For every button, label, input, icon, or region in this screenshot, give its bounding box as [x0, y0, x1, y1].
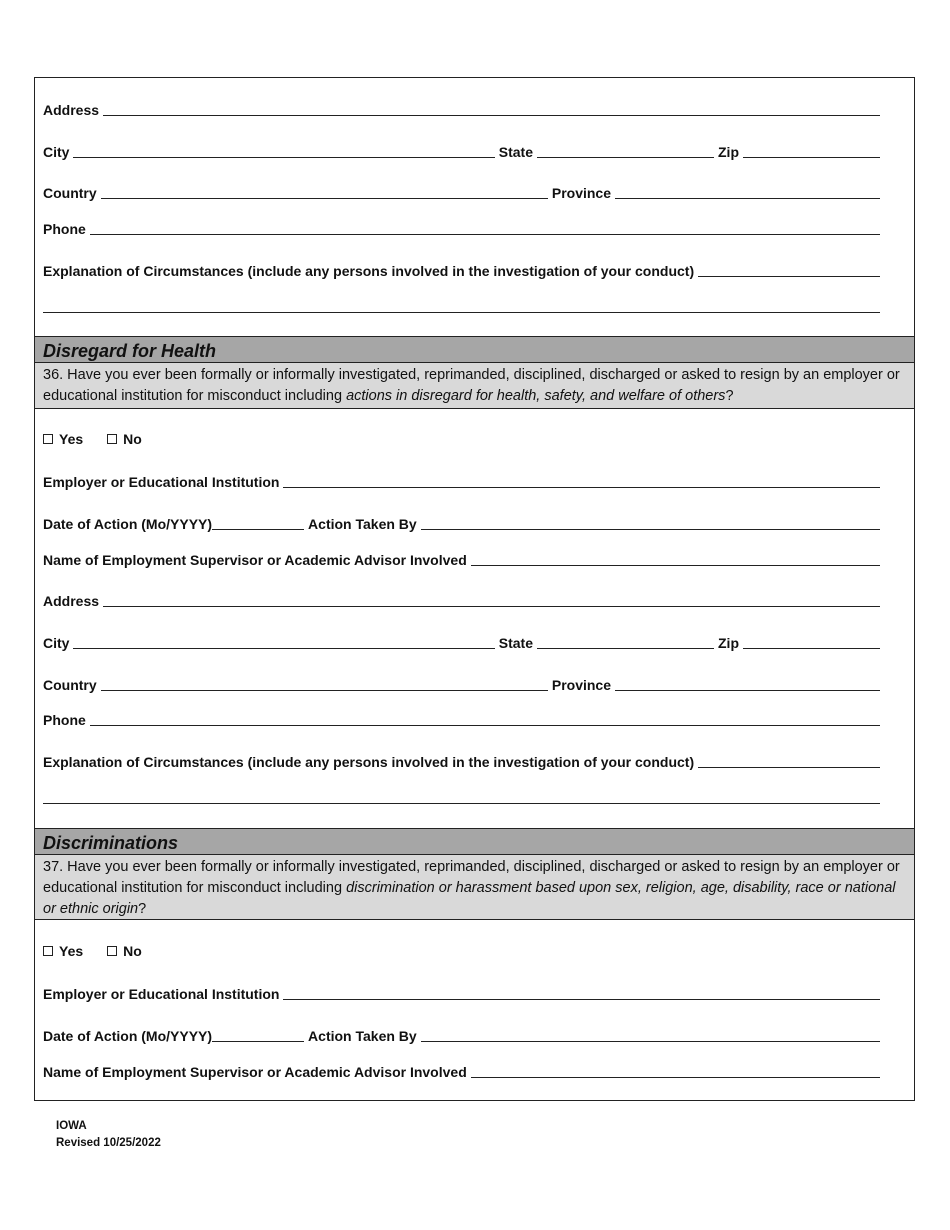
city-state-zip-row-36	[43, 631, 880, 651]
employer-label: Employer or Educational Institution	[43, 986, 280, 1002]
employer-row-37	[43, 982, 880, 1002]
question-37-text: 37. Have you ever been formally or informally investigated, reprimanded, disciplined, discharged or asked to resign by an employer or educational institution for misconduct including	[43, 859, 900, 896]
yes-label: Yes	[59, 943, 84, 959]
employer-label: Employer or Educational Institution	[43, 474, 280, 490]
phone-label: Phone	[43, 221, 86, 237]
city-label: City	[43, 144, 70, 160]
province-label: Province	[551, 185, 611, 201]
explanation-field[interactable]	[698, 767, 880, 768]
phone-field[interactable]	[90, 725, 880, 726]
zip-label: Zip	[718, 635, 739, 651]
phone-field[interactable]	[90, 234, 880, 235]
city-label: City	[43, 635, 70, 651]
no-label: No	[123, 943, 142, 959]
action-taken-by-label: Action Taken By	[308, 516, 417, 532]
question-37	[35, 855, 914, 920]
supervisor-row-37	[43, 1060, 880, 1080]
section-title-discrimination: Discriminations	[35, 828, 914, 855]
phone-row-36	[43, 708, 880, 728]
question-36-text: 36. Have you ever been formally or informally investigated, reprimanded, disciplined, discharged or asked to resign by an employer or educational institution for misconduct including	[43, 367, 900, 404]
employer-field[interactable]	[283, 487, 880, 488]
address-row-36	[43, 589, 880, 609]
date-action-row-37	[43, 1024, 880, 1044]
yes-option-36[interactable]	[43, 431, 83, 447]
supervisor-label: Name of Employment Supervisor or Academic Advisor Involved	[43, 1064, 467, 1080]
zip-field[interactable]	[743, 648, 880, 649]
action-taken-by-field[interactable]	[421, 1041, 880, 1042]
state-label: State	[498, 635, 533, 651]
date-of-action-field[interactable]	[212, 529, 304, 530]
province-field[interactable]	[615, 690, 880, 691]
state-field[interactable]	[537, 648, 714, 649]
yes-label: Yes	[59, 431, 84, 447]
zip-field[interactable]	[743, 157, 880, 158]
city-state-zip-row	[43, 140, 880, 160]
question-37-suffix: ?	[138, 901, 147, 917]
checkbox-icon[interactable]	[107, 946, 117, 956]
country-field[interactable]	[101, 690, 548, 691]
employer-row-36	[43, 470, 880, 490]
action-taken-by-label: Action Taken By	[308, 1028, 417, 1044]
address-label: Address	[43, 593, 100, 609]
country-label: Country	[43, 185, 97, 201]
province-field[interactable]	[615, 198, 880, 199]
action-taken-by-field[interactable]	[421, 529, 880, 530]
footer-state: IOWA	[56, 1120, 87, 1132]
address-row	[43, 98, 880, 118]
phone-label: Phone	[43, 712, 86, 728]
state-field[interactable]	[537, 157, 714, 158]
supervisor-row-36	[43, 548, 880, 568]
address-label: Address	[43, 102, 100, 118]
question-36-emphasis: actions in disregard for health, safety, and welfare of others	[346, 388, 726, 404]
yes-option-37[interactable]	[43, 943, 83, 959]
country-province-row-36	[43, 673, 880, 693]
address-field[interactable]	[103, 115, 880, 116]
question-36	[35, 363, 914, 409]
footer	[56, 1118, 161, 1152]
question-36-suffix: ?	[725, 388, 734, 404]
date-of-action-label: Date of Action (Mo/YYYY)	[43, 516, 213, 532]
question-37-emphasis: discrimination or harassment based upon sex, religion, age, disability, race or national or ethnic origin	[43, 880, 896, 917]
no-option-37[interactable]	[107, 943, 142, 959]
zip-label: Zip	[718, 144, 739, 160]
no-label: No	[123, 431, 142, 447]
checkbox-icon[interactable]	[107, 434, 117, 444]
employer-field[interactable]	[283, 999, 880, 1000]
province-label: Province	[551, 677, 611, 693]
form-frame	[34, 77, 915, 1101]
country-label: Country	[43, 677, 97, 693]
no-option-36[interactable]	[107, 431, 142, 447]
checkbox-icon[interactable]	[43, 946, 53, 956]
explanation-row	[43, 259, 880, 279]
phone-row	[43, 217, 880, 237]
date-of-action-label: Date of Action (Mo/YYYY)	[43, 1028, 213, 1044]
supervisor-field[interactable]	[471, 565, 880, 566]
explanation-field[interactable]	[698, 276, 880, 277]
section-title-health: Disregard for Health	[35, 336, 914, 363]
country-field[interactable]	[101, 198, 548, 199]
date-action-row-36	[43, 512, 880, 532]
explanation-row-36	[43, 750, 880, 770]
supervisor-label: Name of Employment Supervisor or Academic Advisor Involved	[43, 552, 467, 568]
checkbox-icon[interactable]	[43, 434, 53, 444]
supervisor-field[interactable]	[471, 1077, 880, 1078]
city-field[interactable]	[73, 648, 494, 649]
yes-no-37	[43, 943, 142, 959]
explanation-continuation-line[interactable]	[43, 803, 880, 804]
explanation-label: Explanation of Circumstances (include any persons involved in the investigation of your conduct)	[43, 754, 695, 770]
country-province-row	[43, 181, 880, 201]
explanation-continuation-line[interactable]	[43, 312, 880, 313]
date-of-action-field[interactable]	[212, 1041, 304, 1042]
explanation-label: Explanation of Circumstances (include any persons involved in the investigation of your conduct)	[43, 263, 695, 279]
state-label: State	[498, 144, 533, 160]
yes-no-36	[43, 431, 142, 447]
footer-revised: Revised 10/25/2022	[56, 1137, 161, 1149]
city-field[interactable]	[73, 157, 494, 158]
address-field[interactable]	[103, 606, 880, 607]
